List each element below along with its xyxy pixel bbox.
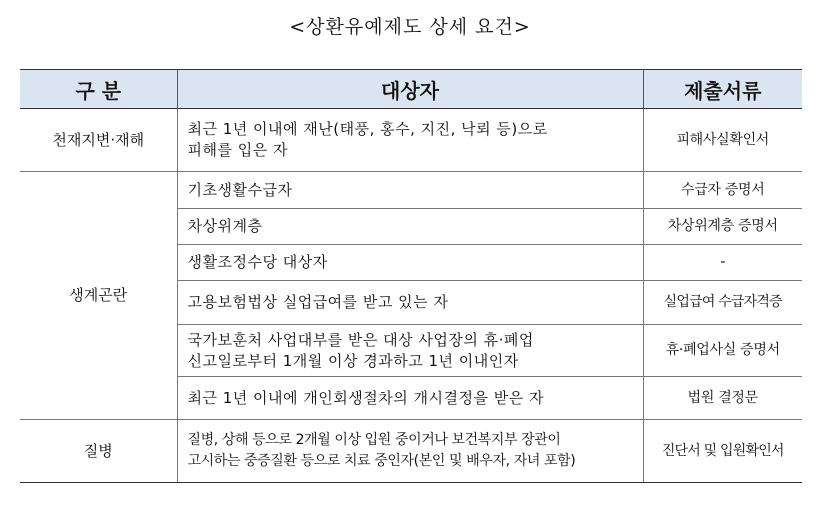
target-line: 국가보훈처 사업대부를 받은 대상 사업장의 휴·폐업 [187, 330, 534, 349]
header-category: 구 분 [20, 70, 177, 109]
target-line: 신고일로부터 1개월 이상 경과하고 1년 이내인자 [187, 351, 519, 370]
header-documents: 제출서류 [643, 70, 802, 109]
document-cell: 진단서 및 입원확인서 [643, 420, 802, 483]
document-cell: 법원 결정문 [643, 377, 802, 420]
target-line: 고용보험법상 실업급여를 받고 있는 자 [187, 293, 449, 311]
target-line: 최근 1년 이내에 재난(태풍, 홍수, 지진, 낙뢰 등)으로 [187, 120, 548, 138]
header-target: 대상자 [177, 70, 643, 109]
target-cell [177, 325, 643, 377]
table-header-row [20, 70, 802, 109]
target-line: 기초생활수급자 [187, 180, 293, 199]
table-row [20, 109, 802, 172]
target-line: 피해를 입은 자 [187, 141, 288, 159]
table-row [20, 420, 802, 483]
category-illness: 질병 [20, 420, 177, 483]
target-line: 생활조정수당 대상자 [187, 253, 328, 271]
target-line: 최근 1년 이내에 개인회생절차의 개시결정을 받은 자 [187, 388, 544, 407]
target-cell [177, 377, 643, 420]
target-cell [177, 209, 643, 245]
category-disaster: 천재지변·재해 [20, 109, 177, 172]
document-cell: 실업급여 수급자격증 [643, 281, 802, 325]
target-cell [177, 172, 643, 209]
target-cell [177, 109, 643, 172]
target-cell [177, 420, 643, 483]
requirements-table [20, 69, 802, 483]
page-title: <상환유예제도 상세 요건> [289, 16, 531, 38]
table-row [20, 172, 802, 209]
target-cell [177, 281, 643, 325]
target-line: 질병, 상해 등으로 2개월 이상 입원 중이거나 보건복지부 장관이 [187, 432, 561, 448]
target-line: 차상위계층 [187, 217, 263, 235]
document-cell: 피해사실확인서 [643, 109, 802, 172]
category-hardship: 생계곤란 [20, 172, 177, 420]
document-cell: - [643, 245, 802, 281]
target-cell [177, 245, 643, 281]
document-cell: 휴·폐업사실 증명서 [643, 325, 802, 377]
target-line: 고시하는 중증질환 등으로 치료 중인자(본인 및 배우자, 자녀 포함) [187, 453, 576, 469]
document-cell: 수급자 증명서 [643, 172, 802, 209]
document-cell: 차상위계층 증명서 [643, 209, 802, 245]
